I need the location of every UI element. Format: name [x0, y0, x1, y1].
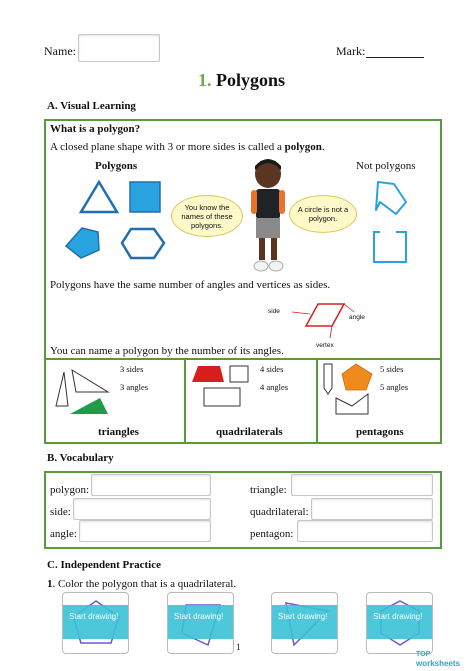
red-trapezoid-shape: [192, 366, 224, 382]
boy-character: [248, 158, 288, 276]
definition-term: polygon: [284, 141, 322, 153]
right-triangle-shape: [72, 370, 108, 392]
section-c-heading: C. Independent Practice: [47, 559, 161, 571]
quadrilaterals-angles: 4 angles: [260, 382, 289, 392]
pentagons-name: pentagons: [356, 426, 404, 438]
polygon-definition: [50, 141, 325, 153]
quadrilaterals-sides: 4 sides: [260, 364, 284, 374]
triangles-angles: 3 angles: [120, 382, 149, 392]
start-drawing-1[interactable]: Start drawing!: [63, 605, 128, 639]
triangle-outline-shape: [81, 182, 117, 212]
question-1: [47, 578, 236, 590]
speech-bubble-right: A circle is not a polygon.: [289, 195, 357, 233]
triangles-sides: 3 sides: [120, 364, 144, 374]
left-shoe-shape: [254, 261, 268, 271]
side-pointer: [292, 312, 310, 314]
name-input[interactable]: [78, 34, 160, 62]
quadrilateral-vocab-input[interactable]: [311, 498, 433, 520]
title-number: 1.: [198, 70, 212, 90]
parallelogram-shape: [306, 304, 344, 326]
polygon-vocab-input[interactable]: [91, 474, 211, 496]
q1-text: . Color the polygon that is a quadrilateral.: [52, 578, 237, 590]
what-is-polygon-title: What is a polygon?: [50, 123, 141, 135]
drawing-card-2[interactable]: [167, 592, 234, 654]
logo-top: TOP: [416, 651, 431, 658]
page-title: [198, 70, 285, 91]
green-triangle-shape: [70, 398, 108, 414]
angle-pointer: [344, 304, 354, 312]
logo-bottom: worksheets: [416, 659, 461, 668]
mark-line: [366, 57, 424, 58]
same-number-text: Polygons have the same number of angles and vertices as sides.: [50, 279, 331, 291]
thin-triangle-shape: [56, 372, 68, 406]
vertex-pointer: [330, 326, 332, 338]
drawing-card-3[interactable]: [271, 592, 338, 654]
definition-suffix: .: [321, 141, 325, 153]
house-pentagon-shape: [336, 394, 368, 414]
side-vocab-input[interactable]: [73, 498, 211, 520]
angle-vocab-label: angle:: [50, 528, 77, 540]
side-vocab-label: side:: [50, 506, 71, 518]
rectangle-shape: [204, 388, 240, 406]
angle-vocab-input[interactable]: [79, 520, 211, 542]
quadrilaterals-example: [190, 364, 256, 410]
open-shape-1: [376, 182, 406, 214]
speech-bubble-left: You know the names of these polygons.: [171, 195, 243, 237]
triangles-example: [50, 364, 120, 420]
shorts-shape: [256, 218, 280, 238]
open-square-shape: [374, 232, 406, 262]
polygons-label: Polygons: [95, 160, 138, 172]
angle-label: angle: [349, 314, 365, 321]
name-label: Name:: [44, 44, 76, 58]
mark-label: Mark:: [336, 44, 366, 58]
triangle-vocab-label: triangle:: [250, 484, 287, 496]
start-drawing-4[interactable]: Start drawing!: [367, 605, 432, 639]
section-a-heading: A. Visual Learning: [47, 100, 136, 112]
right-arm-shape: [279, 190, 285, 214]
section-b-heading: B. Vocabulary: [47, 452, 114, 464]
small-square-shape: [230, 366, 248, 382]
not-polygons-label: Not polygons: [356, 160, 416, 172]
polygon-examples: [56, 176, 176, 268]
start-drawing-2[interactable]: Start drawing!: [168, 605, 233, 639]
definition-prefix: A closed plane shape with 3 or more sides is called a: [50, 141, 282, 153]
side-label: side: [268, 308, 280, 315]
drawing-card-1[interactable]: [62, 592, 129, 654]
pentagon-vocab-label: pentagon:: [250, 528, 294, 540]
not-polygon-examples: [366, 176, 416, 268]
quadrilaterals-name: quadrilaterals: [216, 426, 283, 438]
name-by-angles-text: You can name a polygon by the number of its angles.: [50, 345, 284, 357]
triangles-name: triangles: [98, 426, 139, 438]
polygon-vocab-label: polygon:: [50, 484, 90, 496]
right-leg-shape: [271, 238, 277, 260]
right-shoe-shape: [269, 261, 283, 271]
pentagons-angles: 5 angles: [380, 382, 409, 392]
pencil-pentagon-shape: [324, 364, 332, 394]
triangle-vocab-input[interactable]: [291, 474, 433, 496]
left-leg-shape: [259, 238, 265, 260]
quadrilateral-vocab-label: quadrilateral:: [250, 506, 309, 518]
title-text: Polygons: [216, 70, 286, 90]
pentagons-example: [320, 362, 380, 420]
left-arm-shape: [251, 190, 257, 214]
hexagon-outline-shape: [122, 229, 164, 258]
topworksheets-logo: [416, 650, 468, 668]
orange-pentagon-shape: [342, 364, 372, 390]
vertex-label: vertex: [316, 342, 334, 349]
page-number: 1: [236, 642, 241, 652]
shirt-shape: [256, 189, 280, 219]
pentagons-sides: 5 sides: [380, 364, 404, 374]
pentagon-vocab-input[interactable]: [297, 520, 433, 542]
q1-number: 1: [47, 578, 53, 590]
drawing-card-4[interactable]: [366, 592, 433, 654]
square-shape: [130, 182, 160, 212]
pentagon-shape: [66, 228, 99, 258]
start-drawing-3[interactable]: Start drawing!: [272, 605, 337, 639]
